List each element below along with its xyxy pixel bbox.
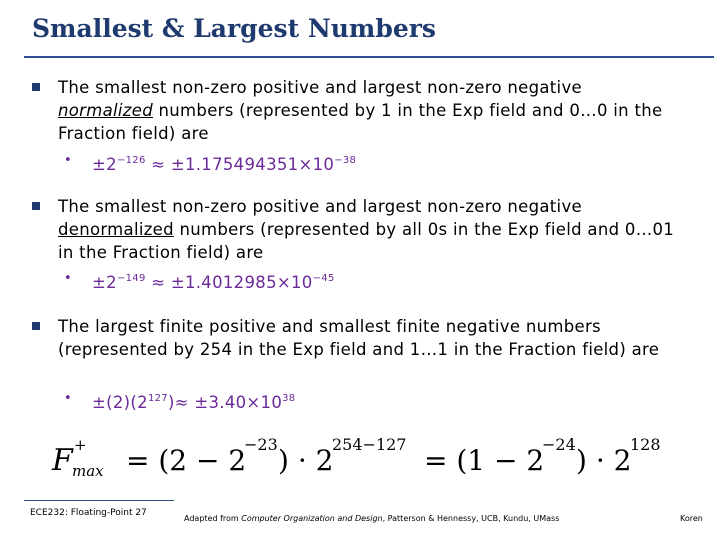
bullet-denormalized: [32, 195, 678, 264]
formula-mid2: ) · 2: [576, 444, 632, 477]
bullet-marker: [32, 202, 40, 210]
sub-bullet-dot: •: [64, 153, 72, 168]
footer-left: ECE232: Floating-Point 27: [30, 508, 147, 518]
formula-exp4: 128: [630, 435, 661, 454]
footer-right: Koren: [680, 514, 703, 523]
bullet-text-pre: The smallest non-zero positive and largest non-zero negative: [58, 78, 582, 97]
sub-bullet-dot: •: [64, 391, 72, 406]
sub-bullet-denormalized: [64, 268, 335, 294]
title-underline: [24, 56, 714, 58]
bullet-text-post: numbers (represented by 1 in the Exp field and 0…0 in the Fraction field) are: [58, 101, 663, 143]
bullet-marker: [32, 322, 40, 330]
formula-lhs-sub: max: [72, 462, 104, 480]
formula-eq1: = (2 − 2: [126, 444, 247, 477]
bullet-text-pre: The smallest non-zero positive and largest non-zero negative: [58, 197, 582, 216]
bullet-text: [58, 195, 678, 264]
formula-lhs: F: [52, 443, 73, 478]
sub-bullet-normalized: [64, 150, 356, 176]
sub-bullet-dot: •: [64, 271, 72, 286]
bullet-text-post: numbers (represented by all 0s in the Exp field and 0…01 in the Fraction field) are: [58, 220, 675, 262]
sub-bullet-text: $\pm(2)(2^{127})\approx \pm 3.40\times 10^{38}$: [92, 393, 296, 412]
formula-exp1: −23: [244, 435, 278, 454]
sub-bullet-largest-finite: [64, 388, 295, 414]
sub-bullet-text: $\pm 2^{-126} \approx \pm 1.175494351\times 10^{-38}$: [92, 155, 357, 174]
formula-eq2: = (1 − 2: [424, 444, 545, 477]
bullet-text: [58, 76, 678, 145]
formula-mid1: ) · 2: [278, 444, 334, 477]
fmax-formula: [48, 428, 688, 482]
footer-divider: [24, 500, 174, 501]
bullet-text: The largest finite positive and smallest finite negative numbers (represented by 254 in the Exp field and 1…1 in the Fraction field) are: [58, 317, 660, 359]
slide-title: Smallest & Largest Numbers: [32, 14, 436, 43]
bullet-largest-finite: [32, 315, 678, 361]
bullet-normalized: [32, 76, 678, 145]
footer-center: Adapted from Computer Organization and Design, Patterson & Hennessy, UCB, Kundu, UMass: [184, 514, 560, 523]
sub-bullet-text: $\pm 2^{-149} \approx \pm 1.4012985\times 10^{-45}$: [92, 273, 335, 292]
formula-exp3: −24: [542, 435, 576, 454]
bullet-emphasis: normalized: [58, 101, 153, 120]
bullet-emphasis: denormalized: [58, 220, 174, 239]
formula-lhs-sup: +: [74, 436, 87, 454]
formula-exp2: 254−127: [332, 435, 407, 454]
bullet-marker: [32, 83, 40, 91]
